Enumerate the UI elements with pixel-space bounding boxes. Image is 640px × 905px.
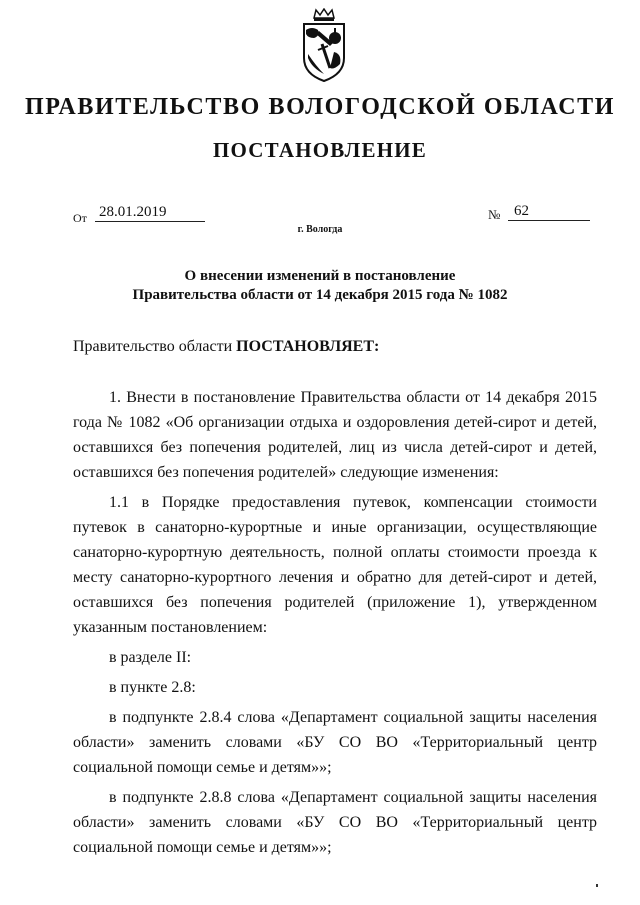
- paragraph-point: в пункте 2.8:: [109, 679, 196, 696]
- document-subject: [0, 267, 640, 305]
- subject-line-2: Правительства области от 14 декабря 2015 года № 1082: [132, 287, 508, 303]
- paragraph-section: в разделе II:: [109, 649, 192, 666]
- paragraph-1: 1. Внести в постановление Правительства области от 14 декабря 2015 года № 1082 «Об организации отдыха и оздоровления детей-сирот и детей, оставшихся без попечения родителей, лиц из числа детей-сирот и детей, оставшихся без попечения родителей» следующие изменения:: [73, 389, 597, 481]
- government-title: ПРАВИТЕЛЬСТВО ВОЛОГОДСКОЙ ОБЛАСТИ: [24, 94, 616, 120]
- paragraph-subpoint-2-8-4: в подпункте 2.8.4 слова «Департамент социальной защиты населения области» заменить словами «БУ СО ВО «Территориальный центр социальной помощи семье и детям»»;: [73, 709, 597, 776]
- scan-speck: [596, 884, 598, 887]
- city-label: г. Вологда: [297, 224, 343, 235]
- decree-word: ПОСТАНОВЛЯЕТ:: [236, 338, 380, 355]
- document-type-heading: ПОСТАНОВЛЕНИЕ: [212, 138, 428, 162]
- number-value: 62: [508, 202, 590, 221]
- number-label: №: [488, 207, 501, 222]
- preamble-text: Правительство области: [73, 338, 233, 355]
- coat-of-arms-icon: [300, 8, 348, 84]
- paragraph-subpoint-2-8-8: в подпункте 2.8.8 слова «Департамент социальной защиты населения области» заменить словами «БУ СО ВО «Территориальный центр социальной помощи семье и детям»»;: [73, 789, 597, 856]
- date-label: От: [73, 211, 87, 225]
- document-body: [73, 385, 597, 865]
- subject-line-1: О внесении изменений в постановление: [184, 268, 456, 284]
- date-value: 28.01.2019: [95, 203, 205, 222]
- preamble: [73, 338, 379, 356]
- paragraph-1-1: 1.1 в Порядке предоставления путевок, компенсации стоимости путевок в санаторно-курортные и иные организации, осуществляющие санаторно-курортную деятельность, полной оплаты стоимости проезда к месту санаторно-курортного лечения и обратно для детей-сирот и детей, оставшихся без попечения родителей (приложение 1), утвержденном указанным постановлением:: [73, 494, 597, 636]
